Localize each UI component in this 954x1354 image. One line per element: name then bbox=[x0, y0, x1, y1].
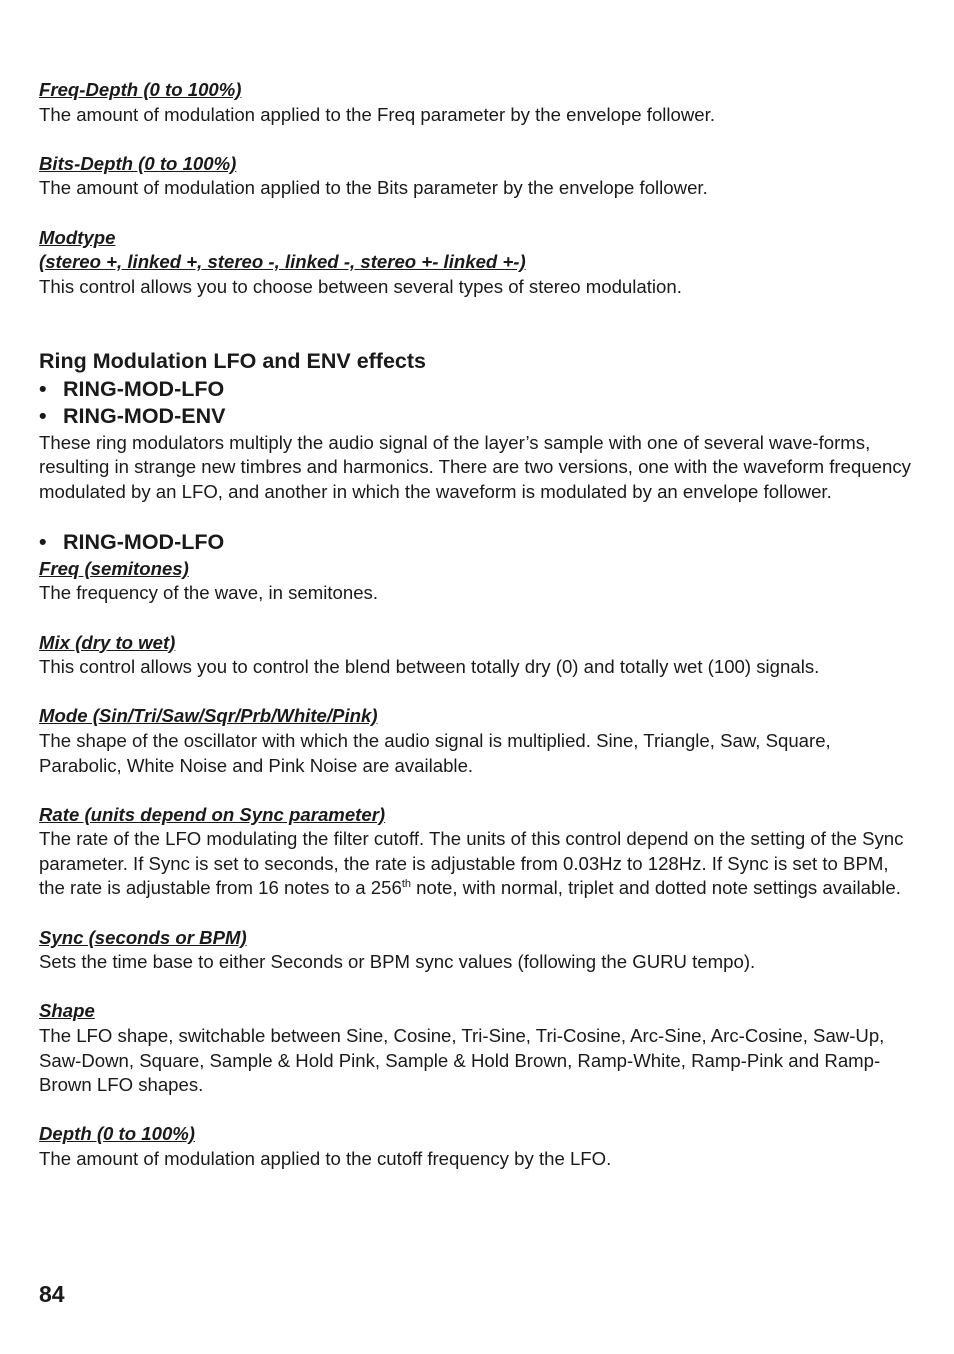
manual-page bbox=[39, 78, 911, 1172]
param-description-part: note, with normal, triplet and dotted note settings available. bbox=[411, 877, 901, 899]
param-freq bbox=[39, 557, 911, 606]
param-mode bbox=[39, 704, 911, 778]
param-shape bbox=[39, 999, 911, 1097]
param-title: Freq-Depth (0 to 100%) bbox=[39, 79, 242, 100]
param-description bbox=[39, 827, 911, 901]
param-rate bbox=[39, 803, 911, 901]
param-description: This control allows you to control the blend between totally dry (0) and totally wet (100) signals. bbox=[39, 656, 820, 678]
param-title: Bits-Depth (0 to 100%) bbox=[39, 152, 237, 174]
param-description: The amount of modulation applied to the Freq parameter by the envelope follower. bbox=[39, 103, 715, 125]
param-description: The frequency of the wave, in semitones. bbox=[39, 582, 378, 604]
param-description: Sets the time base to either Seconds or BPM sync values (following the GURU tempo). bbox=[39, 951, 756, 973]
param-freq-depth bbox=[39, 78, 911, 127]
bullet-label: RING-MOD-ENV bbox=[63, 404, 226, 429]
ordinal-suffix: th bbox=[401, 878, 411, 891]
param-description: This control allows you to choose between several types of stereo modulation. bbox=[39, 275, 682, 297]
bullet-item bbox=[39, 529, 911, 556]
bullet-icon: • bbox=[39, 404, 47, 429]
param-title: Mode (Sin/Tri/Saw/Sqr/Prb/White/Pink) bbox=[39, 705, 378, 727]
param-title: Modtype bbox=[39, 226, 116, 248]
bullet-item bbox=[39, 403, 911, 430]
param-title: Mix (dry to wet) bbox=[39, 631, 176, 653]
param-description: The amount of modulation applied to the Bits parameter by the envelope follower. bbox=[39, 177, 708, 199]
param-title: Depth (0 to 100%) bbox=[39, 1123, 196, 1145]
param-description: The amount of modulation applied to the cutoff frequency by the LFO. bbox=[39, 1148, 612, 1169]
section-ring-modulation bbox=[39, 348, 911, 504]
param-title-options: (stereo +, linked +, stereo -, linked -, stereo +- linked +-) bbox=[39, 251, 526, 273]
page-number: 84 bbox=[39, 1281, 65, 1307]
param-title: Rate (units depend on Sync parameter) bbox=[39, 803, 386, 825]
param-depth bbox=[39, 1122, 911, 1171]
param-sync bbox=[39, 926, 911, 975]
param-title: Freq (semitones) bbox=[39, 557, 189, 579]
section-intro: These ring modulators multiply the audio signal of the layer’s sample with one of several wave-forms, resulting in strange new timbres and harmonics. There are two versions, one with the waveform frequency modulated by an LFO, and another in which the waveform is modulated by an envelope follower. bbox=[39, 431, 911, 502]
param-bits-depth bbox=[39, 152, 911, 201]
section-ring-mod-lfo bbox=[39, 529, 911, 1171]
bullet-label: RING-MOD-LFO bbox=[63, 376, 225, 401]
bullet-label: RING-MOD-LFO bbox=[63, 530, 225, 555]
param-title: Sync (seconds or BPM) bbox=[39, 926, 247, 948]
bullet-icon: • bbox=[39, 530, 47, 555]
param-description-part: The rate of the LFO modulating the filter cutoff. The units of this control depend on the setting of the Sync parameter. If Sync is set to seconds, the rate is adjustable from 0.03Hz to 128Hz. If Sync is set to BPM, the rate is adjustable from 16 notes to a 256 bbox=[39, 828, 904, 899]
param-description: The shape of the oscillator with which the audio signal is multiplied. Sine, Triangle, Saw, Square, Parabolic, White Noise and Pink Noise are available. bbox=[39, 729, 831, 776]
param-mix bbox=[39, 631, 911, 680]
bullet-item bbox=[39, 376, 911, 403]
bullet-icon: • bbox=[39, 376, 47, 401]
param-title: Shape bbox=[39, 1000, 95, 1022]
section-heading: Ring Modulation LFO and ENV effects bbox=[39, 349, 426, 374]
param-modtype bbox=[39, 226, 911, 300]
param-description: The LFO shape, switchable between Sine, Cosine, Tri-Sine, Tri-Cosine, Arc-Sine, Arc-Cosine, Saw-Up, Saw-Down, Square, Sample & Hold Pink, Sample & Hold Brown, Ramp-White, Ramp-Pink and Ramp-Brown LFO shapes. bbox=[39, 1025, 885, 1096]
